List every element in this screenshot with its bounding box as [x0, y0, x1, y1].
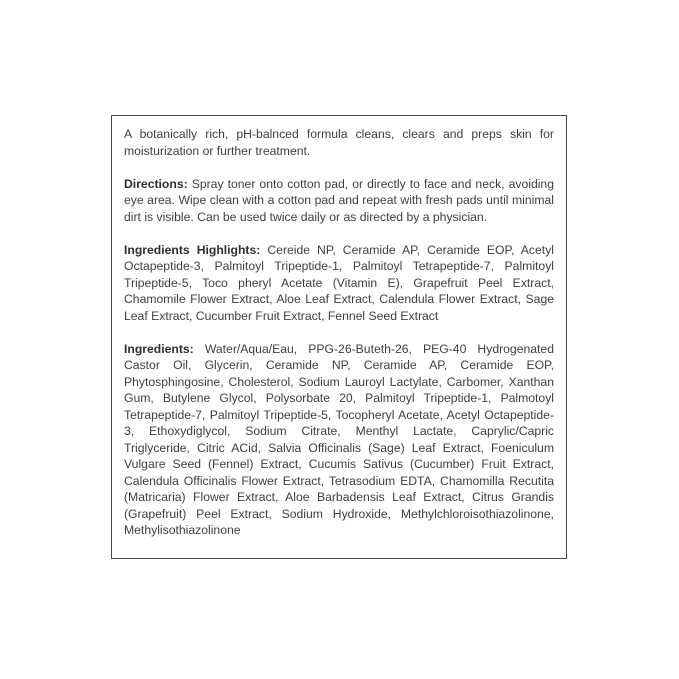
highlights-paragraph — [124, 242, 554, 325]
highlights-text: Cereide NP, Ceramide AP, Ceramide EOP, Acetyl Octapeptide-3, Palmitoyl Tripeptide-1, Palmitoyl Tetrapeptide-7, Palmitoyl Tripeptide-5, Toco pheryl Acetate (Vitamin E), Grapefruit Peel Extract, Chamomile Flower Extract, Aloe Leaf Extract, Calendula Flower Extract, Sage Leaf Extract, Cucumber Fruit Extract, Fennel Seed Extract — [124, 242, 554, 323]
ingredients-paragraph — [124, 341, 554, 539]
directions-text: Spray toner onto cotton pad, or directly to face and neck, avoiding eye area. Wipe clean with a cotton pad and repeat with fresh pads until minimal dirt is visible. Can be used twice daily or as directed by a physician. — [124, 176, 554, 224]
directions-heading: Directions: — [124, 176, 188, 191]
ingredients-heading: Ingredients: — [124, 341, 194, 356]
product-label-box — [111, 115, 567, 559]
ingredients-text: Water/Aqua/Eau, PPG-26-Buteth-26, PEG-40 Hydrogenated Castor Oil, Glycerin, Ceramide NP, Ceramide AP, Ceramide EOP, Phytosphingosine, Cholesterol, Sodium Lauroyl Lactylate, Carbomer, Xanthan Gum, Butylene Glycol, Polysorbate 20, Palmitoyl Tripeptide-1, Palmotoyl Tetrapeptide-7, Palmitoyl Tripeptide-5, Tocopheryl Acetate, Acetyl Octapeptide-3, Ethoxydiglycol, Sodium Citrate, Menthyl Lactate, Caprylic/Capric Triglyceride, Citric ACid, Salvia Officinalis (Sage) Leaf Extract, Foeniculum Vulgare Seed (Fennel) Extract, Cucumis Sativus (Cucumber) Fruit Extract, Calendula Officinalis Flower Extract, Tetrasodium EDTA, Chamomilla Recutita (Matricaria) Flower Extract, Aloe Barbadensis Leaf Extract, Citrus Grandis (Grapefruit) Peel Extract, Sodium Hydroxide, Methylchloroisothiazolinone, Methylisothiazolinone — [124, 341, 554, 537]
intro-paragraph: A botanically rich, pH-balnced formula cleans, clears and preps skin for moisturization or further treatment. — [124, 127, 554, 158]
highlights-heading: Ingredients Highlights: — [124, 242, 261, 257]
directions-paragraph — [124, 176, 554, 226]
